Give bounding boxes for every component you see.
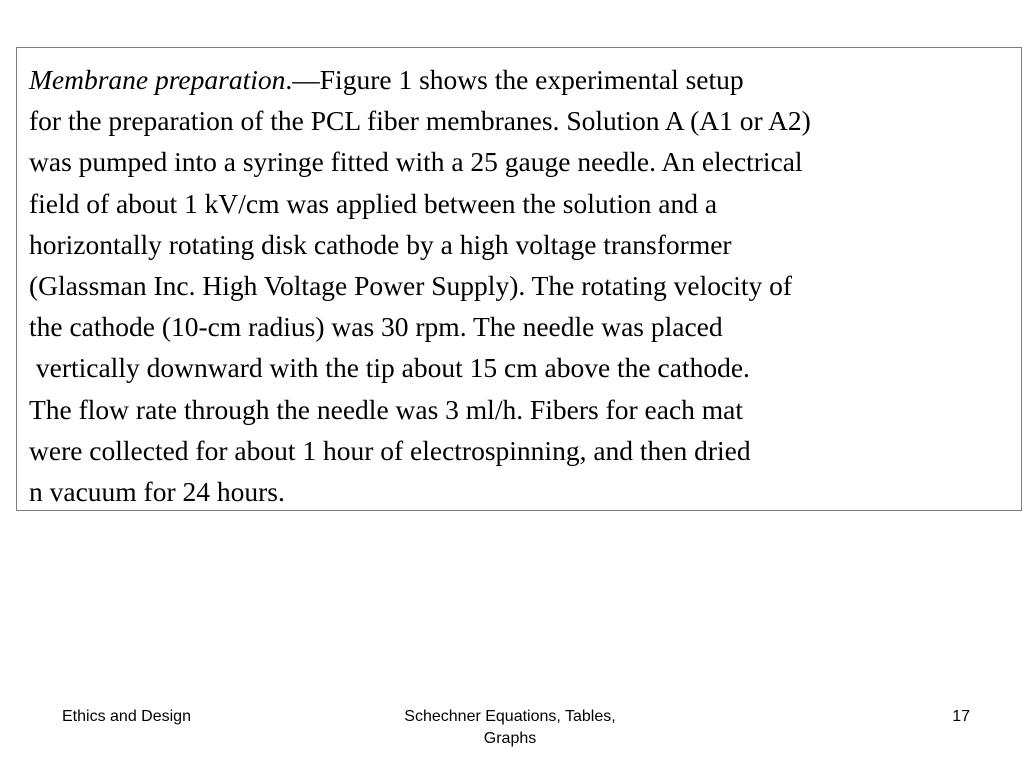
paragraph-line: field of about 1 kV/cm was applied between the solution and a: [29, 187, 718, 219]
paragraph-line: [29, 59, 811, 100]
footer-subtitle-line: Schechner Equations, Tables,: [404, 708, 616, 725]
paragraph-line: were collected for about 1 hour of electrospinning, and then dried: [29, 434, 751, 466]
footer-title: Ethics and Design: [62, 708, 191, 725]
paragraph-line: was pumped into a syringe fitted with a 25 gauge needle. An electrical: [29, 146, 803, 178]
paragraph-line: the cathode (10-cm radius) was 30 rpm. The needle was placed: [29, 311, 723, 343]
footer-subtitle: [340, 706, 680, 750]
footer-subtitle-line: Graphs: [483, 730, 537, 747]
paragraph-line: horizontally rotating disk cathode by a high voltage transformer: [29, 228, 732, 260]
paragraph-line-text: .—Figure 1 shows the experimental setup: [285, 64, 744, 95]
paragraph-line: (Glassman Inc. High Voltage Power Supply). The rotating velocity of: [29, 269, 793, 301]
paragraph-heading: Membrane preparation: [29, 64, 286, 95]
paragraph-line: vertically downward with the tip about 15 cm above the cathode.: [29, 352, 750, 384]
body-paragraph: [29, 59, 811, 512]
paragraph-line: The flow rate through the needle was 3 ml/h. Fibers for each mat: [29, 393, 744, 425]
paragraph-line: for the preparation of the PCL fiber membranes. Solution A (A1 or A2): [29, 105, 811, 137]
page-number: 17: [952, 708, 970, 725]
paragraph-line: n vacuum for 24 hours.: [29, 475, 285, 507]
text-box: [16, 47, 1022, 511]
